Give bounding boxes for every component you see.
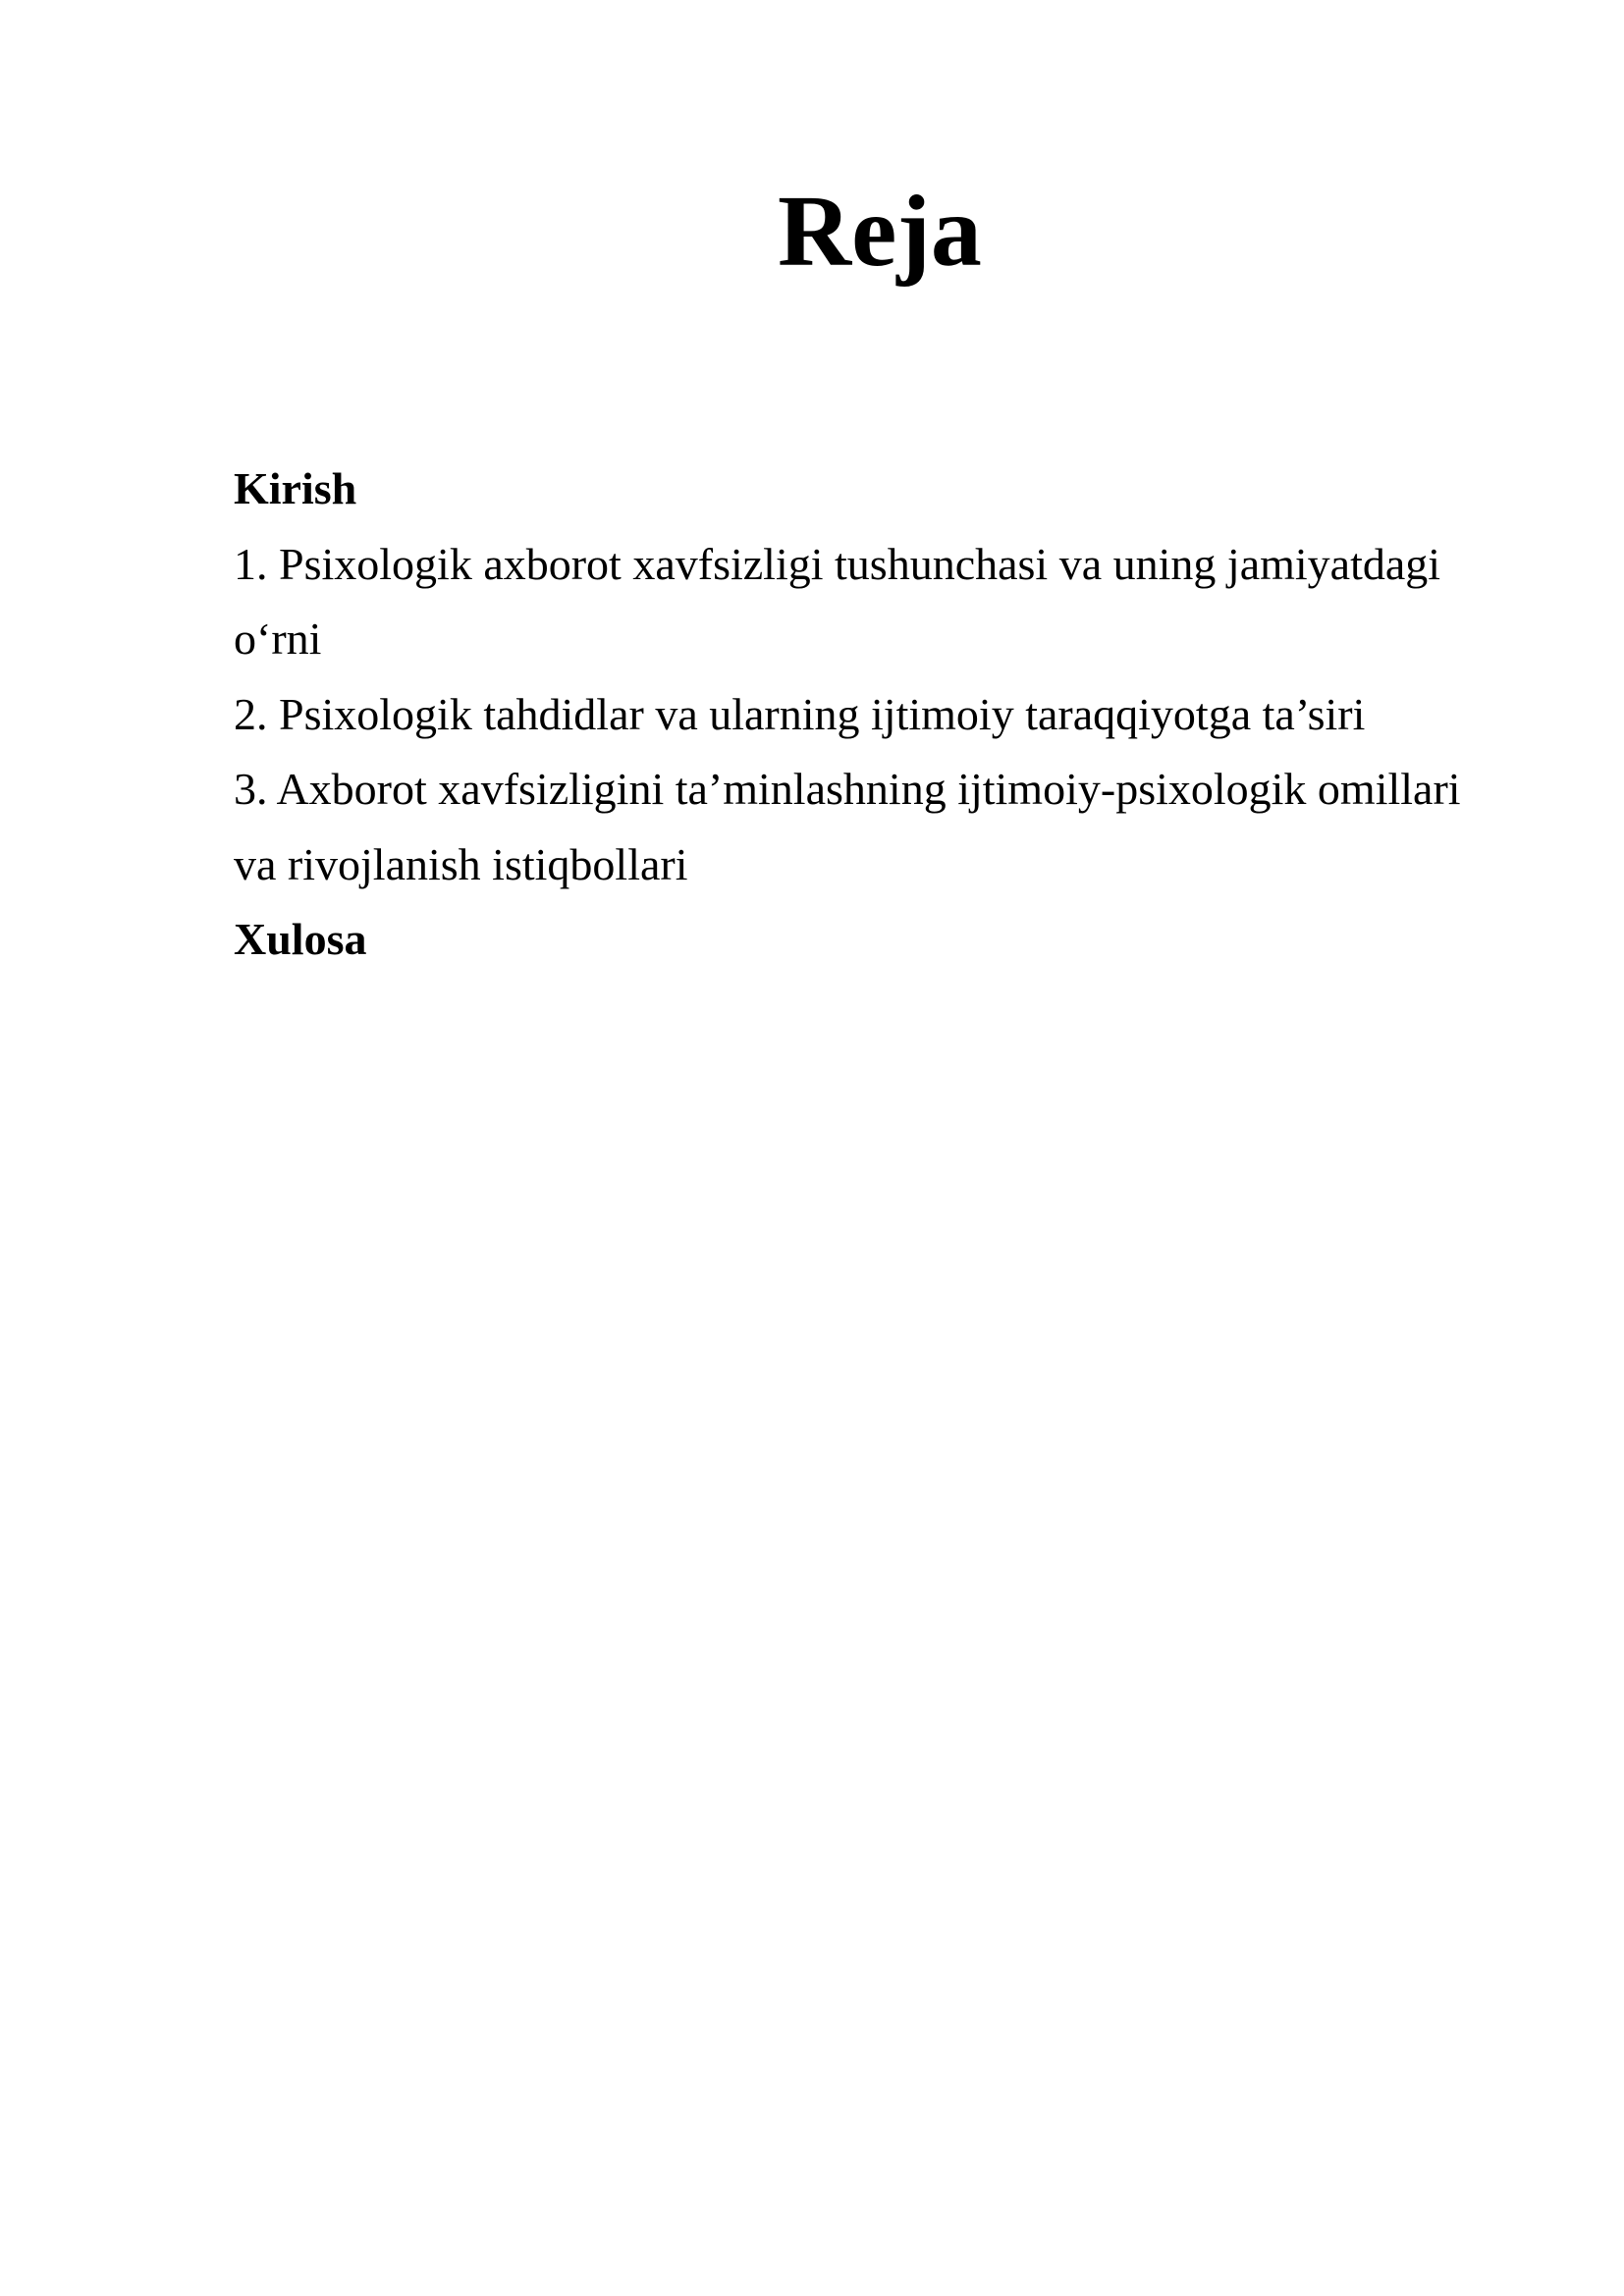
plan-item-1: 1. Psixologik axborot xavfsizligi tushunchasi va uning jamiyatdagi o‘rni [234, 538, 1452, 664]
plan-intro-heading: Kirish [234, 463, 357, 513]
page-title: Reja [778, 175, 982, 288]
plan-item-3: 3. Axborot xavfsizligini ta’minlashning ijtimoiy-psixologik omillari va rivojlanish istiqbollari [234, 764, 1473, 889]
plan-item-2: 2. Psixologik tahdidlar va ularning ijtimoiy taraqqiyotga ta’siri [234, 688, 1366, 739]
plan-conclusion-heading: Xulosa [234, 914, 367, 964]
plan-list [234, 452, 1510, 978]
